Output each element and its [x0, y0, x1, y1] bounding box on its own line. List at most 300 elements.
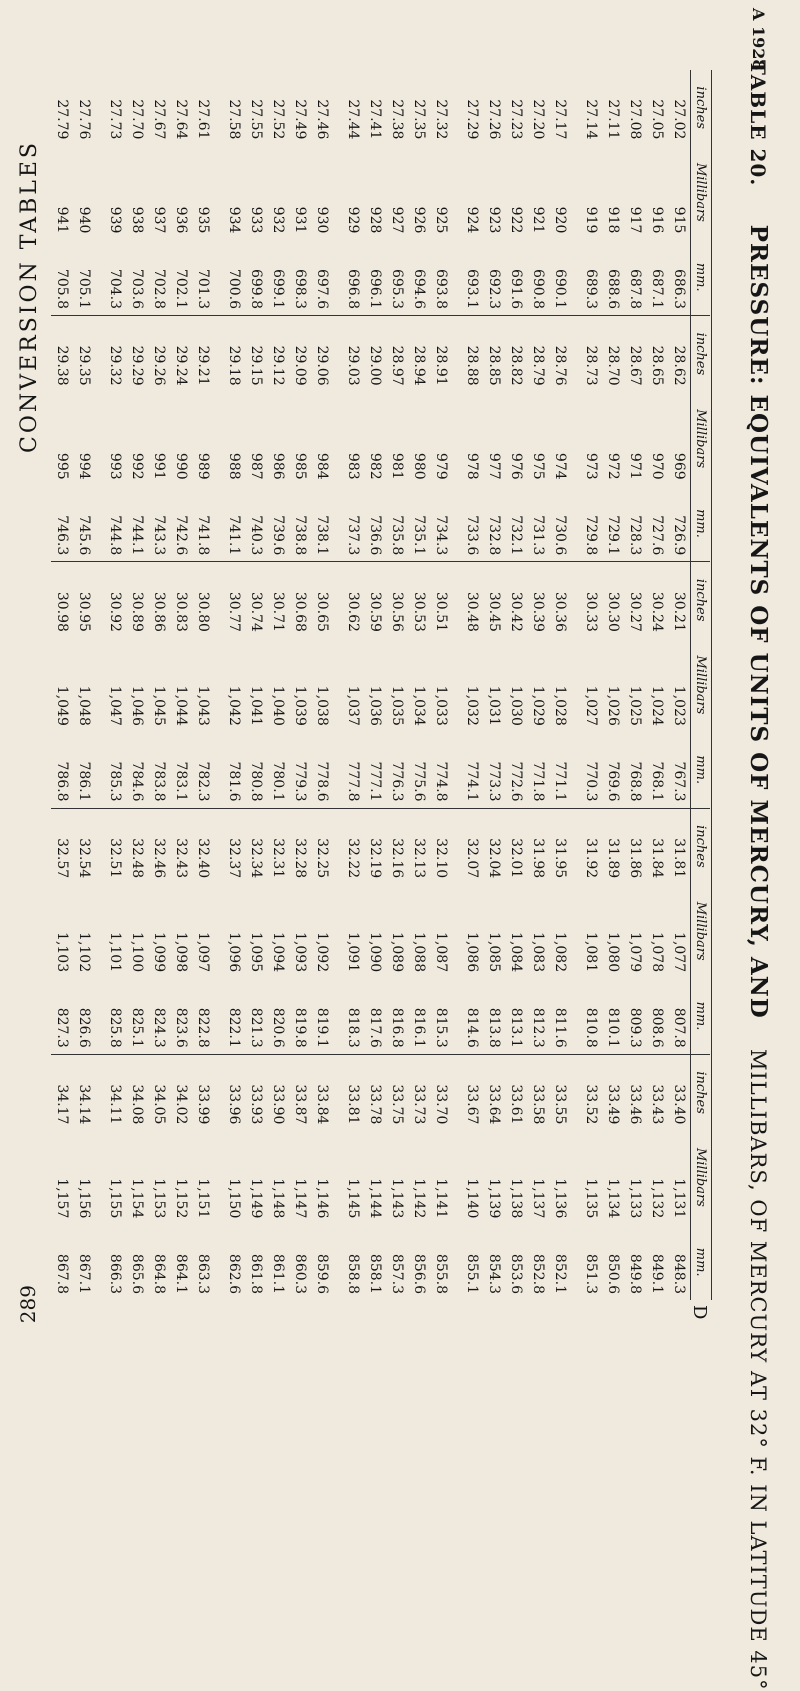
table-cell: 32.57 — [54, 838, 70, 879]
table-cell: 1,146 — [314, 1178, 330, 1219]
table-cell: 1,136 — [552, 1178, 568, 1219]
table-cell: 27.76 — [76, 99, 92, 140]
table-cell: 827.3 — [51, 978, 73, 1054]
table-cell: 33.96 — [226, 1084, 242, 1125]
col-header-mm: mm. — [691, 1224, 711, 1300]
table-cell: 727.6 — [646, 486, 668, 562]
table-row — [267, 70, 289, 1300]
table-cell: 972 — [605, 452, 621, 480]
table-cell: 1,142 — [411, 1178, 427, 1219]
table-cell: 34.14 — [76, 1084, 92, 1125]
table-cell: 33.93 — [248, 1084, 264, 1125]
table-cell: 694.6 — [408, 239, 430, 315]
table-cell: 1,133 — [627, 1178, 643, 1219]
table-cell: 731.3 — [527, 486, 549, 562]
table-cell: 928 — [367, 206, 383, 234]
table-cell: 1,035 — [389, 685, 405, 726]
table-cell: 696.1 — [364, 239, 386, 315]
col-header-inches: inches — [691, 316, 711, 392]
table-cell: 1,140 — [464, 1178, 480, 1219]
table-cell: 699.8 — [245, 239, 267, 315]
table-cell: 978 — [464, 452, 480, 480]
table-row — [289, 70, 311, 1300]
table-cell: 809.3 — [624, 978, 646, 1054]
table-cell: 970 — [649, 452, 665, 480]
table-cell: 1,027 — [583, 685, 599, 726]
table-cell: 1,132 — [649, 1178, 665, 1219]
table-cell: 1,102 — [76, 932, 92, 973]
table-cell: 32.10 — [433, 838, 449, 879]
col-header-millibars: Millibars — [691, 1130, 711, 1224]
table-cell: 32.37 — [226, 838, 242, 879]
table-cell: 33.99 — [195, 1084, 211, 1125]
table-cell: 1,089 — [389, 932, 405, 973]
table-cell: 27.32 — [433, 99, 449, 140]
table-cell: 777.1 — [364, 732, 386, 808]
table-cell: 30.27 — [627, 591, 643, 632]
table-cell: 772.6 — [505, 732, 527, 808]
table-cell: 1,041 — [248, 685, 264, 726]
table-cell: 33.58 — [530, 1084, 546, 1125]
table-heading — [745, 60, 772, 1691]
table-cell: 33.55 — [552, 1084, 568, 1125]
table-cell: 27.64 — [173, 99, 189, 140]
table-cell: 31.86 — [627, 838, 643, 879]
table-cell: 33.73 — [411, 1084, 427, 1125]
table-cell: 985 — [292, 452, 308, 480]
table-cell: 1,025 — [627, 685, 643, 726]
table-cell: 27.73 — [107, 99, 123, 140]
table-title: PRESSURE: EQUIVALENTS OF UNITS OF MERCURY, AND — [745, 224, 772, 1019]
table-cell: 853.6 — [508, 1253, 524, 1294]
table-row — [311, 70, 333, 1300]
table-cell: 28.91 — [433, 345, 449, 386]
table-row — [364, 70, 386, 1300]
table-cell: 34.08 — [129, 1084, 145, 1125]
table-cell: 687.1 — [646, 239, 668, 315]
table-cell: 777.8 — [333, 732, 364, 808]
table-cell: 31.84 — [649, 838, 665, 879]
table-cell: 1,028 — [552, 685, 568, 726]
table-cell: 32.51 — [107, 838, 123, 879]
table-cell: 1,032 — [464, 685, 480, 726]
table-cell: 1,092 — [314, 932, 330, 973]
table-cell: 1,037 — [345, 685, 361, 726]
table-cell: 726.9 — [668, 486, 691, 562]
accession-number: A 1928 — [749, 8, 768, 71]
table-cell: 28.67 — [627, 345, 643, 386]
table-cell: 28.73 — [583, 345, 599, 386]
table-cell: 30.21 — [671, 591, 687, 632]
table-cell: 29.24 — [173, 345, 189, 386]
table-cell: 1,026 — [605, 685, 621, 726]
table-cell: 941 — [54, 206, 70, 234]
table-cell: 735.1 — [408, 486, 430, 562]
table-cell: 689.3 — [571, 239, 602, 315]
table-cell: 32.13 — [411, 838, 427, 879]
table-cell: 825.1 — [126, 978, 148, 1054]
table-cell: 815.3 — [430, 978, 452, 1054]
table-cell: 1,098 — [173, 932, 189, 973]
table-cell: 971 — [627, 452, 643, 480]
table-cell: 33.84 — [314, 1084, 330, 1125]
table-cell: 29.15 — [248, 345, 264, 386]
table-cell: 940 — [76, 206, 92, 234]
table-cell: 863.3 — [195, 1253, 211, 1294]
table-cell: 811.6 — [549, 978, 571, 1054]
table-cell: 687.8 — [624, 239, 646, 315]
table-cell: 783.8 — [148, 732, 170, 808]
col-header-inches: inches — [691, 562, 711, 638]
table-cell: 780.8 — [245, 732, 267, 808]
table-cell: 865.6 — [129, 1253, 145, 1294]
table-cell: 704.3 — [95, 239, 126, 315]
table-cell: 1,078 — [649, 932, 665, 973]
table-row — [602, 70, 624, 1300]
table-cell: 32.07 — [464, 838, 480, 879]
table-row — [549, 70, 571, 1300]
running-head: CONVERSION TABLES — [17, 140, 42, 453]
table-cell: 1,099 — [151, 932, 167, 973]
table-cell: 27.23 — [508, 99, 524, 140]
table-cell: 32.40 — [195, 838, 211, 879]
table-cell: 1,039 — [292, 685, 308, 726]
table-cell: 27.61 — [195, 99, 211, 140]
table-cell: 915 — [671, 206, 687, 234]
conversion-table — [51, 70, 710, 1300]
table-cell: 30.68 — [292, 591, 308, 632]
table-cell: 29.12 — [270, 345, 286, 386]
table-cell: 28.79 — [530, 345, 546, 386]
table-cell: 34.11 — [107, 1084, 123, 1125]
table-cell: 746.3 — [51, 486, 73, 562]
table-cell: 30.33 — [583, 591, 599, 632]
table-cell: 867.1 — [76, 1253, 92, 1294]
table-cell: 929 — [345, 206, 361, 234]
table-cell: 820.6 — [267, 978, 289, 1054]
table-cell: 690.8 — [527, 239, 549, 315]
table-cell: 30.62 — [345, 591, 361, 632]
table-cell: 27.35 — [411, 99, 427, 140]
table-cell: 818.3 — [333, 978, 364, 1054]
table-cell: 812.3 — [527, 978, 549, 1054]
table-cell: 1,080 — [605, 932, 621, 973]
page-number: 289 — [16, 1285, 40, 1324]
table-cell: 33.64 — [486, 1084, 502, 1125]
table-cell: 816.1 — [408, 978, 430, 1054]
table-cell: 864.1 — [173, 1253, 189, 1294]
table-cell: 930 — [314, 206, 330, 234]
table-row — [51, 70, 73, 1300]
table-cell: 774.1 — [452, 732, 483, 808]
table-row — [452, 70, 483, 1300]
table-cell: 1,154 — [129, 1178, 145, 1219]
table-cell: 773.3 — [483, 732, 505, 808]
table-cell: 30.71 — [270, 591, 286, 632]
table-cell: 925 — [433, 206, 449, 234]
table-row — [527, 70, 549, 1300]
table-cell: 30.48 — [464, 591, 480, 632]
table-cell: 30.51 — [433, 591, 449, 632]
table-cell: 31.81 — [671, 838, 687, 879]
table-cell: 937 — [151, 206, 167, 234]
table-cell: 986 — [270, 452, 286, 480]
table-cell: 814.6 — [452, 978, 483, 1054]
table-cell: 932 — [270, 206, 286, 234]
table-cell: 691.6 — [505, 239, 527, 315]
table-cell: 30.95 — [76, 591, 92, 632]
table-cell: 743.3 — [148, 486, 170, 562]
table-cell: 703.6 — [126, 239, 148, 315]
table-cell: 771.8 — [527, 732, 549, 808]
table-cell: 27.08 — [627, 99, 643, 140]
table-cell: 1,095 — [248, 932, 264, 973]
table-row — [148, 70, 170, 1300]
table-cell: 771.1 — [549, 732, 571, 808]
col-header-mm: mm. — [691, 486, 711, 562]
table-cell: 1,156 — [76, 1178, 92, 1219]
table-cell: 32.54 — [76, 838, 92, 879]
table-cell: 822.1 — [214, 978, 245, 1054]
table-cell: 732.8 — [483, 486, 505, 562]
table-cell: 33.61 — [508, 1084, 524, 1125]
table-cell: 1,077 — [671, 932, 687, 973]
table-cell: 783.1 — [170, 732, 192, 808]
table-cell: 30.39 — [530, 591, 546, 632]
table-cell: 744.8 — [95, 486, 126, 562]
table-cell: 1,036 — [367, 685, 383, 726]
table-cell: 1,088 — [411, 932, 427, 973]
table-cell: 30.24 — [649, 591, 665, 632]
table-cell: 28.85 — [486, 345, 502, 386]
top-rule — [711, 70, 712, 1300]
table-cell: 1,149 — [248, 1178, 264, 1219]
table-cell: 1,084 — [508, 932, 524, 973]
table-cell: 29.03 — [345, 345, 361, 386]
table-cell: 921 — [530, 206, 546, 234]
col-header-inches: inches — [691, 70, 711, 145]
table-cell: 855.8 — [433, 1253, 449, 1294]
table-cell: 33.75 — [389, 1084, 405, 1125]
table-cell: 736.6 — [364, 486, 386, 562]
table-row — [430, 70, 452, 1300]
table-cell: 34.02 — [173, 1084, 189, 1125]
table-cell: 28.82 — [508, 345, 524, 386]
table-cell: 984 — [314, 452, 330, 480]
table-cell: 27.38 — [389, 99, 405, 140]
table-cell: 1,044 — [173, 685, 189, 726]
table-row — [386, 70, 408, 1300]
table-cell: 991 — [151, 452, 167, 480]
table-cell: 924 — [464, 206, 480, 234]
table-cell: 860.3 — [292, 1253, 308, 1294]
table-cell: 1,093 — [292, 932, 308, 973]
table-cell: 861.8 — [248, 1253, 264, 1294]
table-cell: 33.67 — [464, 1084, 480, 1125]
table-row — [245, 70, 267, 1300]
table-cell: 29.18 — [226, 345, 242, 386]
table-row — [95, 70, 126, 1300]
table-cell: 1,082 — [552, 932, 568, 973]
table-cell: 33.40 — [671, 1084, 687, 1125]
table-cell: 33.70 — [433, 1084, 449, 1125]
table-cell: 32.04 — [486, 838, 502, 879]
table-cell: 696.8 — [333, 239, 364, 315]
table-cell: 931 — [292, 206, 308, 234]
table-cell: 856.6 — [411, 1253, 427, 1294]
table-cell: 938 — [129, 206, 145, 234]
col-header-millibars: Millibars — [691, 638, 711, 732]
table-cell: 867.8 — [54, 1253, 70, 1294]
table-cell: 810.1 — [602, 978, 624, 1054]
table-cell: 27.05 — [649, 99, 665, 140]
table-cell: 1,137 — [530, 1178, 546, 1219]
table-cell: 770.3 — [571, 732, 602, 808]
table-cell: 973 — [583, 452, 599, 480]
table-cell: 1,131 — [671, 1178, 687, 1219]
table-cell: 854.3 — [486, 1253, 502, 1294]
table-cell: 29.09 — [292, 345, 308, 386]
table-cell: 1,085 — [486, 932, 502, 973]
table-cell: 29.21 — [195, 345, 211, 386]
table-cell: 30.65 — [314, 591, 330, 632]
table-cell: 33.87 — [292, 1084, 308, 1125]
table-cell: 992 — [129, 452, 145, 480]
table-cell: 32.48 — [129, 838, 145, 879]
table-cell: 989 — [195, 452, 211, 480]
table-cell: 34.17 — [54, 1084, 70, 1125]
table-cell: 33.46 — [627, 1084, 643, 1125]
table-cell: 737.3 — [333, 486, 364, 562]
table-cell: 852.8 — [530, 1253, 546, 1294]
table-cell: 1,103 — [54, 932, 70, 973]
table-cell: 785.3 — [95, 732, 126, 808]
table-cell: 734.3 — [430, 486, 452, 562]
table-cell: 1,081 — [583, 932, 599, 973]
table-cell: 27.29 — [464, 99, 480, 140]
table-cell: 1,031 — [486, 685, 502, 726]
table-cell: 33.78 — [367, 1084, 383, 1125]
table-cell: 822.8 — [192, 978, 214, 1054]
col-header-inches: inches — [691, 808, 711, 884]
table-condition: MILLIBARS, OF MERCURY AT 32° F. IN LATITUDE 45° — [746, 1048, 770, 1691]
table-cell: 817.6 — [364, 978, 386, 1054]
table-cell: 778.6 — [311, 732, 333, 808]
table-cell: 28.97 — [389, 345, 405, 386]
table-cell: 28.62 — [671, 345, 687, 386]
table-cell: 1,143 — [389, 1178, 405, 1219]
table-cell: 29.26 — [151, 345, 167, 386]
table-cell: 697.6 — [311, 239, 333, 315]
table-cell: 786.8 — [51, 732, 73, 808]
table-cell: 738.1 — [311, 486, 333, 562]
table-row — [73, 70, 95, 1300]
table-cell: 982 — [367, 452, 383, 480]
table-row — [333, 70, 364, 1300]
table-cell: 728.3 — [624, 486, 646, 562]
table-cell: 979 — [433, 452, 449, 480]
table-cell: 1,079 — [627, 932, 643, 973]
table-cell: 826.6 — [73, 978, 95, 1054]
table-cell: 29.32 — [107, 345, 123, 386]
table-cell: 1,100 — [129, 932, 145, 973]
table-cell: 30.80 — [195, 591, 211, 632]
table-cell: 28.88 — [464, 345, 480, 386]
table-cell: 1,152 — [173, 1178, 189, 1219]
table-cell: 27.20 — [530, 99, 546, 140]
table-cell: 28.76 — [552, 345, 568, 386]
table-cell: 849.1 — [649, 1253, 665, 1294]
table-cell: 730.6 — [549, 486, 571, 562]
table-cell: 977 — [486, 452, 502, 480]
table-cell: 29.29 — [129, 345, 145, 386]
table-cell: 1,151 — [195, 1178, 211, 1219]
col-header-mm: mm. — [691, 732, 711, 808]
table-cell: 738.8 — [289, 486, 311, 562]
table-cell: 993 — [107, 452, 123, 480]
table-body — [51, 70, 691, 1300]
table-cell: 1,139 — [486, 1178, 502, 1219]
table-cell: 1,144 — [367, 1178, 383, 1219]
table-cell: 1,047 — [107, 685, 123, 726]
table-cell: 825.8 — [95, 978, 126, 1054]
table-cell: 923 — [486, 206, 502, 234]
table-cell: 990 — [173, 452, 189, 480]
table-cell: 701.3 — [192, 239, 214, 315]
table-cell: 786.1 — [73, 732, 95, 808]
table-cell: 33.52 — [583, 1084, 599, 1125]
table-cell: 1,150 — [226, 1178, 242, 1219]
table-cell: 742.6 — [170, 486, 192, 562]
table-cell: 768.8 — [624, 732, 646, 808]
table-cell: 688.6 — [602, 239, 624, 315]
table-cell: 32.25 — [314, 838, 330, 879]
table-cell: 813.8 — [483, 978, 505, 1054]
table-cell: 852.1 — [552, 1253, 568, 1294]
table-cell: 732.1 — [505, 486, 527, 562]
table-cell: 30.30 — [605, 591, 621, 632]
table-cell: 916 — [649, 206, 665, 234]
table-cell: 30.53 — [411, 591, 427, 632]
table-cell: 819.1 — [311, 978, 333, 1054]
table-cell: 1,029 — [530, 685, 546, 726]
table-cell: 781.6 — [214, 732, 245, 808]
table-cell: 27.67 — [151, 99, 167, 140]
table-cell: 1,087 — [433, 932, 449, 973]
table-cell: 33.81 — [345, 1084, 361, 1125]
table-cell: 1,042 — [226, 685, 242, 726]
table-cell: 858.1 — [367, 1253, 383, 1294]
table-cell: 1,038 — [314, 685, 330, 726]
table-cell: 821.3 — [245, 978, 267, 1054]
table-number: TABLE 20. — [746, 60, 770, 187]
table-cell: 695.3 — [386, 239, 408, 315]
col-header-mm: mm. — [691, 239, 711, 315]
table-cell: 848.3 — [671, 1253, 687, 1294]
table-cell: 776.3 — [386, 732, 408, 808]
table-cell: 769.6 — [602, 732, 624, 808]
table-cell: 29.06 — [314, 345, 330, 386]
table-cell: 816.8 — [386, 978, 408, 1054]
table-cell: 1,155 — [107, 1178, 123, 1219]
table-cell: 28.65 — [649, 345, 665, 386]
table-cell: 28.70 — [605, 345, 621, 386]
table-cell: 30.42 — [508, 591, 524, 632]
table-cell: 1,049 — [54, 685, 70, 726]
table-cell: 29.38 — [54, 345, 70, 386]
table-cell: 33.49 — [605, 1084, 621, 1125]
table-cell: 693.1 — [452, 239, 483, 315]
